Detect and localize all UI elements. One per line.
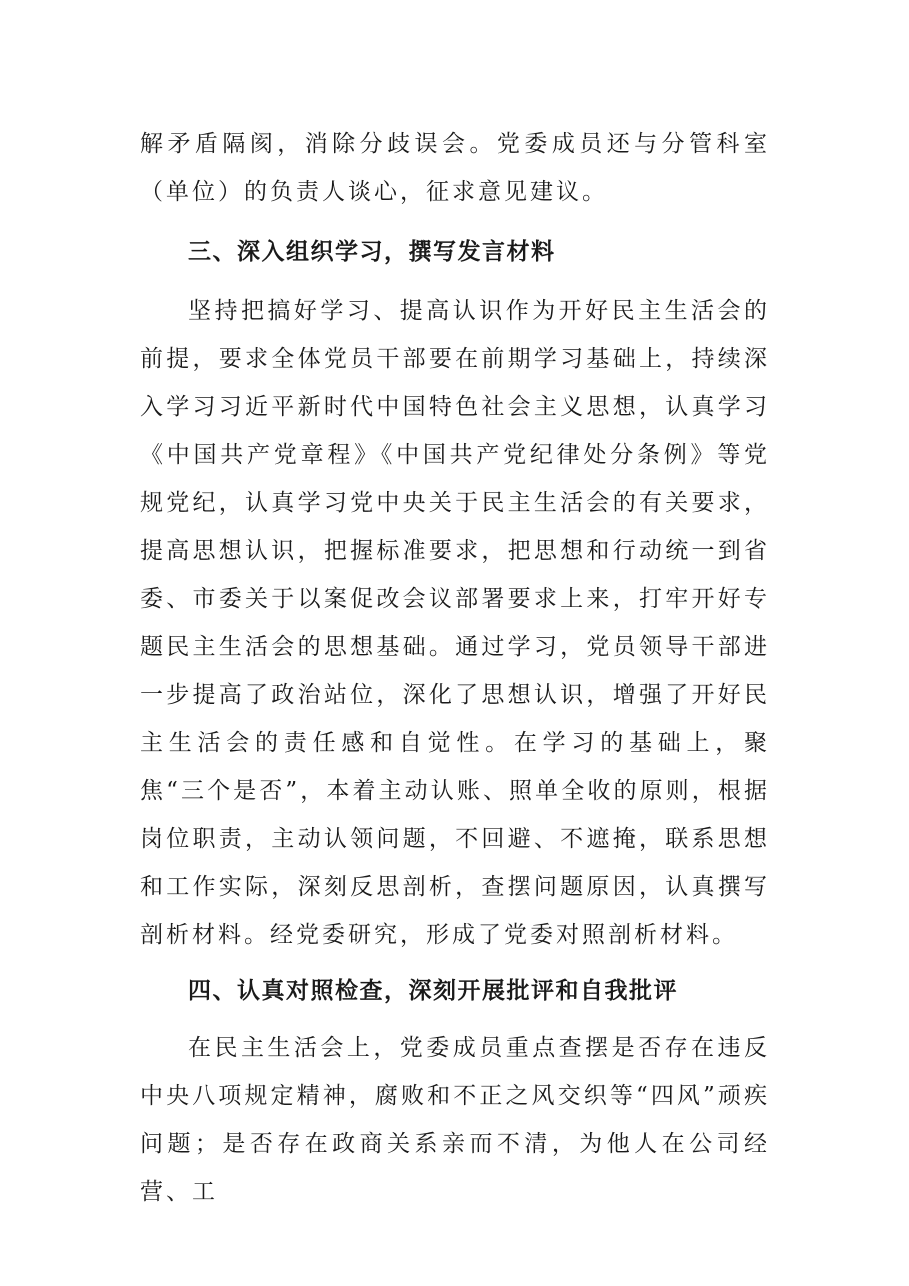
section-heading-4: 四、认真对照检查，深刻开展批评和自我批评: [188, 978, 678, 1004]
section-paragraph-3: 坚持把搞好学习、提高认识作为开好民主生活会的前提，要求全体党员干部要在前期学习基础上，持续深入学习习近平新时代中国特色社会主义思想，认真学习《中国共产党章程》《中国共产党纪律处分条例》等党规党纪，认真学习党中央关于民主生活会的有关要求，提高思想认识，把握标准要求，把思想和行动统一到省委、市委关于以案促改会议部署要求上来，打牢开好专题民主生活会的思想基础。通过学习，党员领导干部进一步提高了政治站位，深化了思想认识，增强了开好民主生活会的责任感和自觉性。在学习的基础上，聚焦“三个是否”，本着主动认账、照单全收的原则，根据岗位职责，主动认领问题，不回避、不遮掩，联系思想和工作实际，深刻反思剖析，查摆问题原因，认真撰写剖析材料。经党委研究，形成了党委对照剖析材料。: [140, 298, 770, 948]
section-heading-3: 三、深入组织学习，撰写发言材料: [188, 239, 556, 265]
section-paragraph-4: 在民主生活会上，党委成员重点查摆是否存在违反中央八项规定精神，腐败和不正之风交织等“四风”顽疾问题；是否存在政商关系亲而不清，为他人在公司经营、工: [140, 1035, 770, 1205]
paragraph-continuation: 解矛盾隔阂，消除分歧误会。党委成员还与分管科室（单位）的负责人谈心，征求意见建议。: [140, 131, 770, 205]
